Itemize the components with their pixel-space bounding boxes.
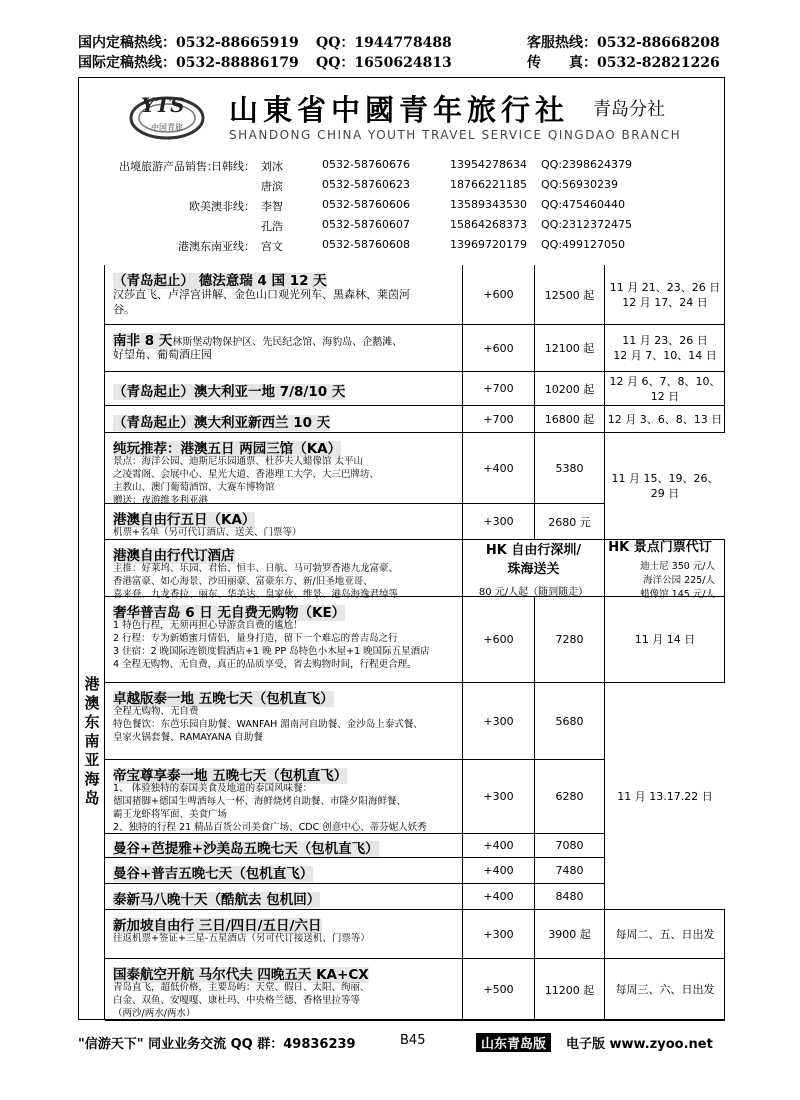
departure-dates: 11 月 23、26 日 12 月 7、10、14 日 — [604, 325, 725, 371]
branch-name: 青岛分社 — [593, 99, 665, 120]
service-hotline: 客服热线：0532-88668208 — [527, 35, 720, 51]
extra-price: +300 — [462, 760, 534, 833]
departure-dates: 每周二、五、日出发 — [604, 910, 725, 958]
hk-ticket-cell — [604, 540, 725, 600]
tour-price: 10200 起 — [534, 372, 604, 405]
contact-mobile: 13954278634 — [450, 158, 527, 171]
tour-title — [113, 508, 255, 528]
contact-line: 欧美澳非线： — [189, 200, 255, 213]
tour-price: 5680 — [534, 683, 604, 759]
contact-mobile: 18766221185 — [450, 178, 527, 191]
tour-price: 3900 起 — [534, 910, 604, 958]
tour-row — [105, 372, 725, 406]
description-line: 白金、双鱼、安嘎嘎、康杜玛、中央格兰德、香格里拉等等 — [113, 995, 361, 1006]
tour-title-text: 奢华普吉岛 6 日 无自费无购物（KE） — [113, 605, 346, 621]
extra-price: +300 — [462, 504, 534, 539]
tour-title-note: 林斯堡动物保护区、先民纪念馆、海豹岛、企鹅滩、 — [172, 337, 403, 348]
contact-phone: 0532-58760607 — [322, 218, 410, 231]
tour-price: 2680 元 — [534, 504, 604, 539]
tour-title — [113, 687, 334, 707]
description-line: 喜来登、九龙香拉、丽东、华美达、皇家伙、维景、港岛海逸君绰等 — [113, 589, 399, 600]
contact-mobile: 13969720179 — [450, 238, 527, 251]
agency-english-title: SHANDONG CHINA YOUTH TRAVEL SERVICE QINGDAO BRANCH — [229, 128, 682, 142]
contact-name: 宫文 — [261, 240, 283, 253]
tour-title-text: 卓越版泰一地 五晚七天（包机直飞） — [113, 691, 334, 707]
contact-line: 日韩线： — [211, 160, 255, 173]
contact-name: 刘冰 — [261, 160, 283, 173]
contact-name: 李智 — [261, 200, 283, 213]
tour-title-text: 港澳自由行代订酒店 — [113, 548, 235, 564]
category-column — [79, 265, 105, 1020]
tour-title — [113, 862, 313, 882]
svg-text:YTS: YTS — [141, 93, 185, 117]
tour-title-text: （青岛起止） 德法意瑞 4 国 12 天 — [113, 273, 327, 289]
contact-phone: 0532-58760623 — [322, 178, 410, 191]
description-line: 主教山、澳门葡萄酒馆、大赛车博物馆 — [113, 482, 275, 493]
contact-mobile: 15864268373 — [450, 218, 527, 231]
description-line: 赠送：夜游维多利亚港 — [113, 495, 209, 506]
departure-dates: 每周三、六、日出发 — [604, 959, 725, 1020]
tour-title — [113, 764, 347, 784]
yts-logo-icon — [127, 86, 209, 144]
tour-price: 7080 — [534, 834, 604, 857]
departure-dates: 11 月 15、19、26、29 日 — [604, 433, 725, 540]
description-line: 4 全程无购物、无自费，真正的品质享受，省去购物时间，行程更合理。 — [113, 659, 417, 670]
footer-group: "信游天下" 同业业务交流 QQ 群：49836239 — [78, 1037, 356, 1052]
tour-title — [113, 888, 320, 908]
departure-dates: 11 月 14 日 — [604, 597, 725, 682]
tour-description — [113, 981, 370, 1020]
hk-transfer-text: 80 元/人起（随到随走） — [478, 586, 589, 598]
tour-title-text: 纯玩推荐：港澳五日 两园三馆（KA） — [113, 441, 342, 457]
tour-description — [113, 932, 370, 945]
tour-description — [113, 705, 423, 744]
tour-row — [105, 597, 725, 683]
extra-price: +400 — [462, 834, 534, 857]
description-line: 1 特色行程，无须再担心导游贪自费的尴尬！ — [113, 620, 303, 631]
contact-qq: QQ:2398624379 — [541, 158, 633, 171]
description-line: 主推：好莱坞、乐园、君怡、恒丰、日航、马可勃罗香港九龙富豪、 — [113, 563, 399, 574]
tour-price: 7480 — [534, 858, 604, 883]
extra-price: +700 — [462, 406, 534, 432]
tour-title-text: 曼谷+普吉五晚七天（包机直飞） — [113, 866, 314, 882]
tour-title-text: 南非 8 天 — [113, 333, 173, 349]
tour-title — [113, 963, 369, 983]
departure-dates: 11 月 13.17.22 日 — [604, 683, 725, 910]
tour-title — [113, 380, 345, 400]
description-line: 汉莎直飞、卢浮宫讲解、金色山口观光列车、黑森林、莱茵河 — [113, 288, 410, 301]
tour-title — [113, 601, 345, 621]
tour-row — [105, 325, 725, 372]
description-line: 之凌霄阁、会展中心、星光大道、香港理工大学、大三巴牌坊、 — [113, 469, 380, 480]
description-line: 霸王龙虾将军面、美食广场 — [113, 809, 228, 820]
agency-title: 山東省中國青年旅行社 — [229, 93, 570, 127]
description-line: 3 住宿：2 晚国际连锁度假酒店+1 晚 PP 岛特色小木屋+1 晚国际五星酒店 — [113, 646, 430, 657]
hk-transfer-text: 珠海送关 — [507, 561, 560, 577]
contact-qq: QQ:499127050 — [541, 238, 626, 251]
tour-title-text: 新加坡自由行 三日/四日/五日/六日 — [113, 918, 322, 934]
contact-phone: 0532-58760606 — [322, 198, 410, 211]
tour-row — [105, 959, 725, 1021]
description-line: 景点：海洋公园、迪斯尼乐园通票、杜莎夫人蜡像馆 太平山 — [113, 456, 364, 467]
qq-1: QQ：1944778488 — [316, 35, 452, 51]
description-line: 香港富豪、如心海景、沙田丽豪、富豪东方、新/旧圣地亚哥、 — [113, 576, 373, 587]
hk-ticket-title: HK 景点门票代订 — [608, 540, 712, 555]
tour-price: 8480 — [534, 884, 604, 909]
tour-price: 7280 — [534, 597, 604, 682]
tour-row — [105, 265, 725, 325]
footer-badge: 山东青岛版 — [476, 1033, 551, 1052]
extra-price: +700 — [462, 372, 534, 405]
tour-description — [113, 526, 301, 539]
fax: 传 真：0532-82821226 — [527, 55, 720, 71]
tour-description — [113, 782, 427, 834]
departure-dates: 11 月 21、23、26 日 12 月 17、24 日 — [604, 265, 725, 324]
svg-text:中国青旅: 中国青旅 — [151, 123, 183, 132]
tour-description — [113, 562, 398, 601]
tour-title — [113, 411, 330, 431]
footer-page: B45 — [400, 1033, 426, 1048]
tour-row — [105, 433, 725, 504]
tour-title — [113, 329, 402, 349]
extra-price: +500 — [462, 959, 534, 1020]
contact-line: 港澳东南亚线： — [178, 240, 255, 253]
tour-title-text: 港澳自由行五日（KA） — [113, 512, 256, 528]
tour-description — [113, 455, 379, 507]
sales-label: 出境旅游产品销售： — [119, 160, 218, 173]
description-line: 德国猪脚+德国生啤酒每人一杯、海鲜烧烤自助餐、市隆夕阳海鲜餐、 — [113, 796, 406, 807]
tour-description — [113, 287, 410, 317]
hk-transfer-cell — [462, 540, 604, 596]
extra-price: +300 — [462, 683, 534, 759]
tour-row — [105, 406, 725, 433]
description-line: 皇家火锅套餐、RAMAYANA 自助餐 — [113, 732, 263, 743]
tour-title-text: 泰新马八晚十天（酷航去 包机回） — [113, 892, 321, 908]
extra-price: +600 — [462, 265, 534, 324]
tour-row — [105, 540, 725, 600]
tour-price: 16800 起 — [534, 406, 604, 432]
description-line: 全程无购物、无自费 — [113, 706, 199, 717]
hk-ticket-price: 海洋公园 225/人 — [643, 575, 715, 586]
tour-price: 11200 起 — [534, 959, 604, 1020]
tour-title — [113, 914, 322, 934]
tour-description — [113, 347, 212, 362]
tour-row — [105, 910, 725, 959]
contact-qq: QQ:2312372475 — [541, 218, 633, 231]
description-line: 青岛直飞，超低价格，主要岛屿：天堂、假日、太阳、绚丽、 — [113, 982, 370, 993]
contact-name: 唐滨 — [261, 180, 283, 193]
description-line: 谷。 — [113, 303, 135, 316]
tour-title — [113, 837, 379, 857]
contact-name: 孔浩 — [261, 220, 283, 233]
contact-phone: 0532-58760676 — [322, 158, 410, 171]
tour-price: 12100 起 — [534, 325, 604, 371]
tour-title-text: 国泰航空开航 马尔代夫 四晚五天 KA+CX — [113, 967, 369, 983]
departure-dates: 12 月 3、6、8、13 日 — [604, 406, 725, 432]
hk-transfer-text: HK 自由行深圳/ — [485, 542, 582, 558]
tour-title-text: （青岛起止）澳大利亚一地 7/8/10 天 — [113, 384, 346, 400]
tour-price: 12500 起 — [534, 265, 604, 324]
tour-description — [113, 619, 430, 671]
extra-price: +600 — [462, 597, 534, 682]
tour-title-text: 帝宝尊享泰一地 五晚七天（包机直飞） — [113, 768, 348, 784]
footer-edition: 电子版 www.zyoo.net — [566, 1037, 713, 1052]
qq-2: QQ：1650624813 — [316, 55, 452, 71]
description-line: 2 行程：专为新婚蜜月情侣，量身打造，留下一个难忘的普吉岛之行 — [113, 633, 398, 644]
category-label: 港澳东南亚海岛 — [84, 675, 100, 807]
tour-title-text: （青岛起止）澳大利亚新西兰 10 天 — [113, 414, 331, 431]
description-line: 好望角、葡萄酒庄园 — [113, 348, 212, 361]
intl-hotline: 国际定稿热线：0532-88886179 — [78, 55, 299, 71]
hk-ticket-price: 蜡像馆 145 元/人 — [640, 589, 715, 600]
tour-price: 5380 — [534, 433, 604, 503]
contact-mobile: 13589343530 — [450, 198, 527, 211]
extra-price: +400 — [462, 433, 534, 503]
description-line: 特色餐饮：东芭乐园自助餐、WANFAH 湄南河自助餐、金沙岛上泰式餐、 — [113, 719, 423, 730]
description-line: 机票+名单（另可代订酒店、送关、门票等） — [113, 527, 302, 538]
extra-price: +300 — [462, 910, 534, 958]
tour-title — [113, 544, 235, 564]
contact-qq: QQ:56930239 — [541, 178, 619, 191]
tour-title-text: 曼谷+芭提雅+沙美岛五晚七天（包机直飞） — [113, 841, 379, 857]
extra-price: +400 — [462, 884, 534, 909]
departure-dates: 12 月 6、7、8、10、12 日 — [604, 372, 725, 405]
tour-title — [113, 269, 327, 289]
hk-ticket-price: 迪士尼 350 元/人 — [640, 561, 715, 572]
domestic-hotline: 国内定稿热线：0532-88665919 — [78, 35, 299, 51]
contact-qq: QQ:475460440 — [541, 198, 626, 211]
tour-price: 6280 — [534, 760, 604, 833]
description-line: （两沙/两水/两水） — [113, 1008, 196, 1019]
extra-price: +400 — [462, 858, 534, 883]
description-line: 1、 体验独特的泰国美食及地道的泰国风味餐： — [113, 783, 313, 794]
contact-phone: 0532-58760608 — [322, 238, 410, 251]
brochure-frame — [78, 77, 725, 1020]
extra-price: +600 — [462, 325, 534, 371]
tour-title — [113, 437, 341, 457]
description-line: 往返机票+签证+三星-五星酒店（另可代订接送机、门票等） — [113, 933, 370, 944]
description-line: 2、独特的行程 21 精品百货公司美食广场、CDC 创意中心、蒂芬妮人妖秀 — [113, 822, 427, 833]
